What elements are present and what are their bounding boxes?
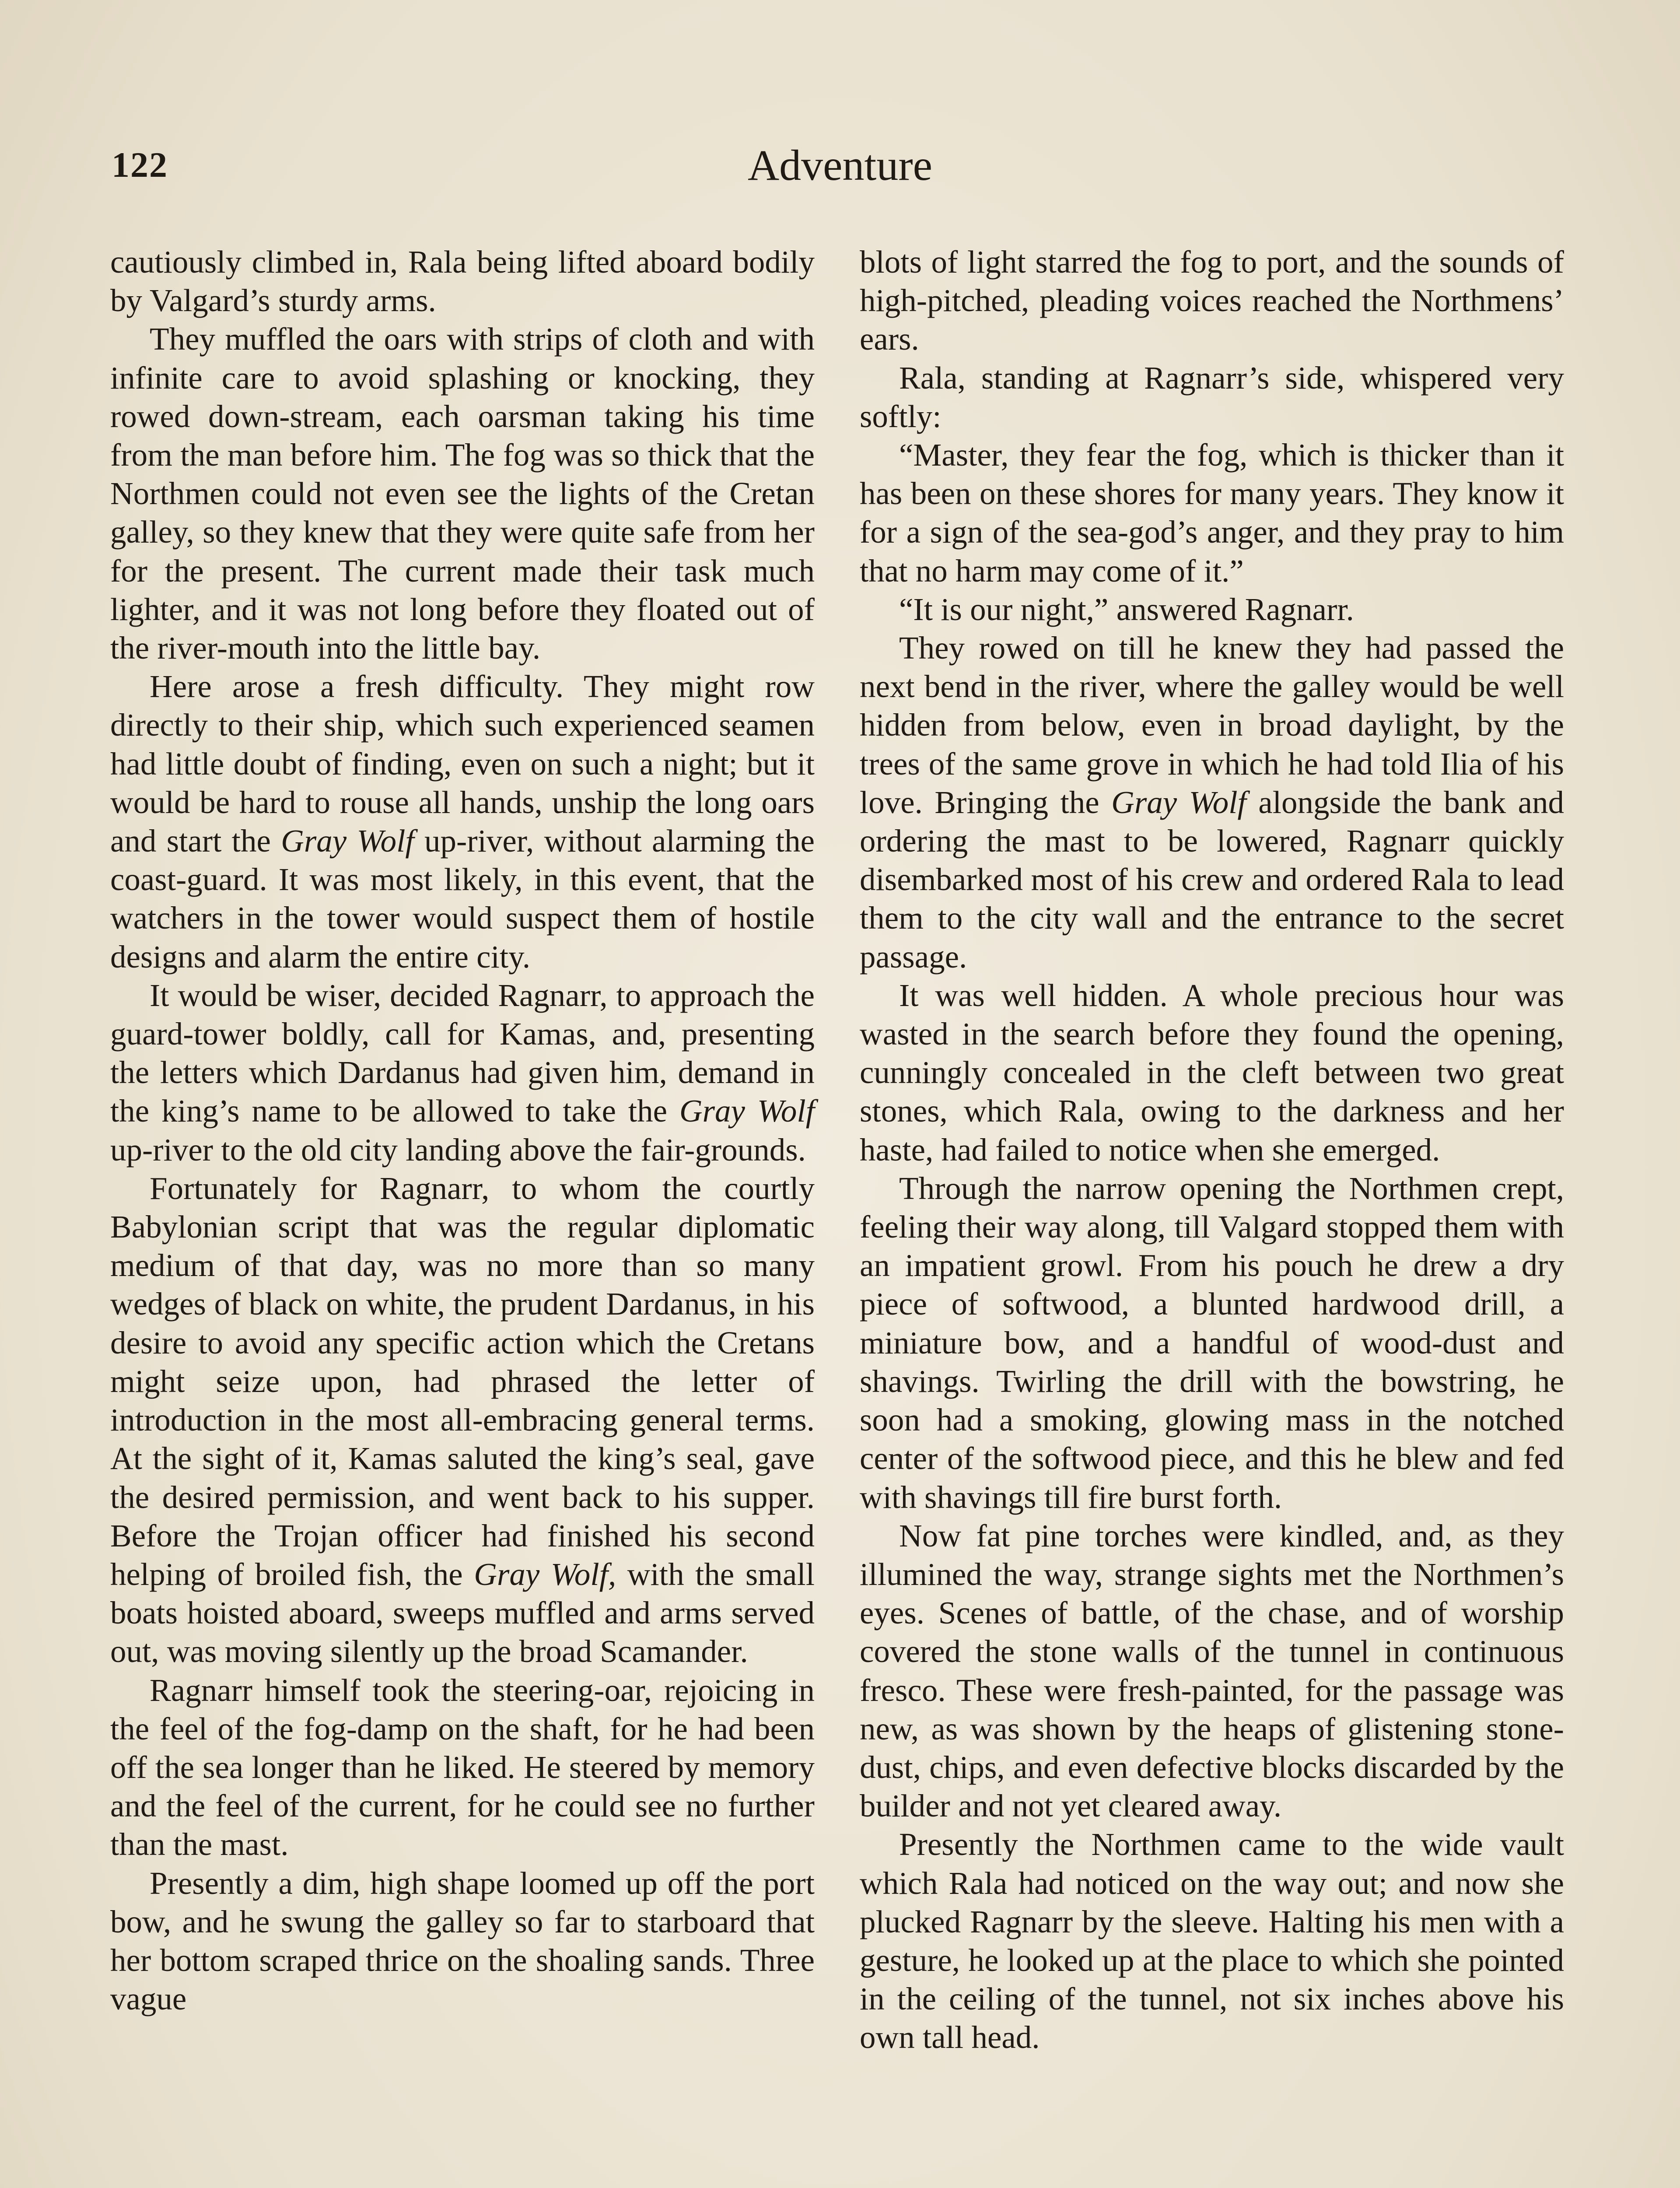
paragraph: Rala, standing at Ragnarr’s side, whispered very softly:: [860, 360, 1564, 434]
paragraph: cautiously climbed in, Rala being lifted aboard bodily by Valgard’s sturdy arms.: [110, 244, 815, 319]
running-title: Adventure: [747, 141, 933, 189]
paragraph: Now fat pine torches were kindled, and, as they illumined the way, strange sights met the Northmen’s eyes. Scenes of battle, of the chase, and of worship covered the stone walls of the tunnel in continuous fresco. These were fresh-painted, for the passage was new, as was shown by the heaps of glistening stone-dust, chips, and even defective blocks discarded by the builder and not yet cleared away.: [860, 1518, 1564, 1824]
right-column: [860, 243, 1564, 2057]
paragraph: They rowed on till he knew they had passed the next bend in the river, where the galley would be well hidden from below, even in broad daylight, by the trees of the same grove in which he had told Ilia of his love. Bringing the Gray Wolf alongside the bank and ordering the mast to be lowered, Ragnarr quickly disembarked most of his crew and ordered Rala to lead them to the city wall and the entrance to the secret passage.: [860, 630, 1564, 975]
paragraph: Fortunately for Ragnarr, to whom the courtly Babylonian script that was the regular diplomatic medium of that day, was no more than so many wedges of black on white, the prudent Dardanus, in his desire to avoid any specific action which the Cretans might seize upon, had phrased the letter of introduction in the most all-embracing general terms. At the sight of it, Kamas saluted the king’s seal, gave the desired permission, and went back to his supper. Before the Trojan officer had finished his second helping of broiled fish, the Gray Wolf, with the small boats hoisted aboard, sweeps muffled and arms served out, was moving silently up the broad Scamander.: [110, 1170, 815, 1669]
paragraph: Presently a dim, high shape loomed up off the port bow, and he swung the galley so far to starboard that her bottom scraped thrice on the shoaling sands. Three vague: [110, 1865, 815, 2017]
page-header: [112, 141, 1568, 197]
paragraph: Presently the Northmen came to the wide vault which Rala had noticed on the way out; and now she plucked Ragnarr by the sleeve. Halting his men with a gesture, he looked up at the place to which she pointed in the ceiling of the tunnel, not six inches above his own tall head.: [860, 1827, 1564, 2055]
paragraph: “Master, they fear the fog, which is thicker than it has been on these shores for many years. They know it for a sign of the sea-god’s anger, and they pray to him that no harm may come of it.”: [860, 437, 1564, 589]
page-number: 122: [112, 145, 168, 185]
paragraph: Here arose a fresh difficulty. They might row directly to their ship, which such experienced seamen had little doubt of finding, even on such a night; but it would be hard to rouse all hands, unship the long oars and start the Gray Wolf up-river, without alarming the coast-guard. It was most likely, in this event, that the watchers in the tower would suspect them of hostile designs and alarm the entire city.: [110, 669, 815, 975]
paragraph: Ragnarr himself took the steering-oar, rejoicing in the feel of the fog-damp on the shaft, for he had been off the sea longer than he liked. He steered by memory and the feel of the current, for he could see no further than the mast.: [110, 1672, 815, 1862]
paragraph: blots of light starred the fog to port, and the sounds of high-pitched, pleading voices reached the Northmens’ ears.: [860, 244, 1564, 357]
paragraph: It would be wiser, decided Ragnarr, to approach the guard-tower boldly, call for Kamas, and, presenting the letters which Dardanus had given him, demand in the king’s name to be allowed to take the Gray Wolf up-river to the old city landing above the fair-grounds.: [110, 977, 815, 1168]
paragraph: It was well hidden. A whole precious hour was wasted in the search before they found the opening, cunningly concealed in the cleft between two great stones, which Rala, owing to the darkness and her haste, had failed to notice when she emerged.: [860, 977, 1564, 1168]
paragraph: Through the narrow opening the Northmen crept, feeling their way along, till Valgard stopped them with an impatient growl. From his pouch he drew a dry piece of softwood, a blunted hardwood drill, a miniature bow, and a handful of wood-dust and shavings. Twirling the drill with the bowstring, he soon had a smoking, glowing mass in the notched center of the softwood piece, and this he blew and fed with shavings till fire burst forth.: [860, 1170, 1564, 1515]
paragraph: “It is our night,” answered Ragnarr.: [899, 591, 1354, 627]
paragraph: They muffled the oars with strips of cloth and with infinite care to avoid splashing or knocking, they rowed down-stream, each oarsman taking his time from the man before him. The fog was so thick that the Northmen could not even see the lights of the Cretan galley, so they knew that they were quite safe from her for the present. The current made their task much lighter, and it was not long before they floated out of the river-mouth into the little bay.: [110, 321, 815, 666]
ship-name: Gray Wolf,: [474, 1556, 616, 1592]
ship-name: Gray Wolf: [1111, 784, 1246, 820]
ship-name: Gray Wolf: [281, 823, 414, 859]
left-column: [110, 243, 815, 2018]
ship-name: Gray Wolf: [679, 1093, 815, 1129]
